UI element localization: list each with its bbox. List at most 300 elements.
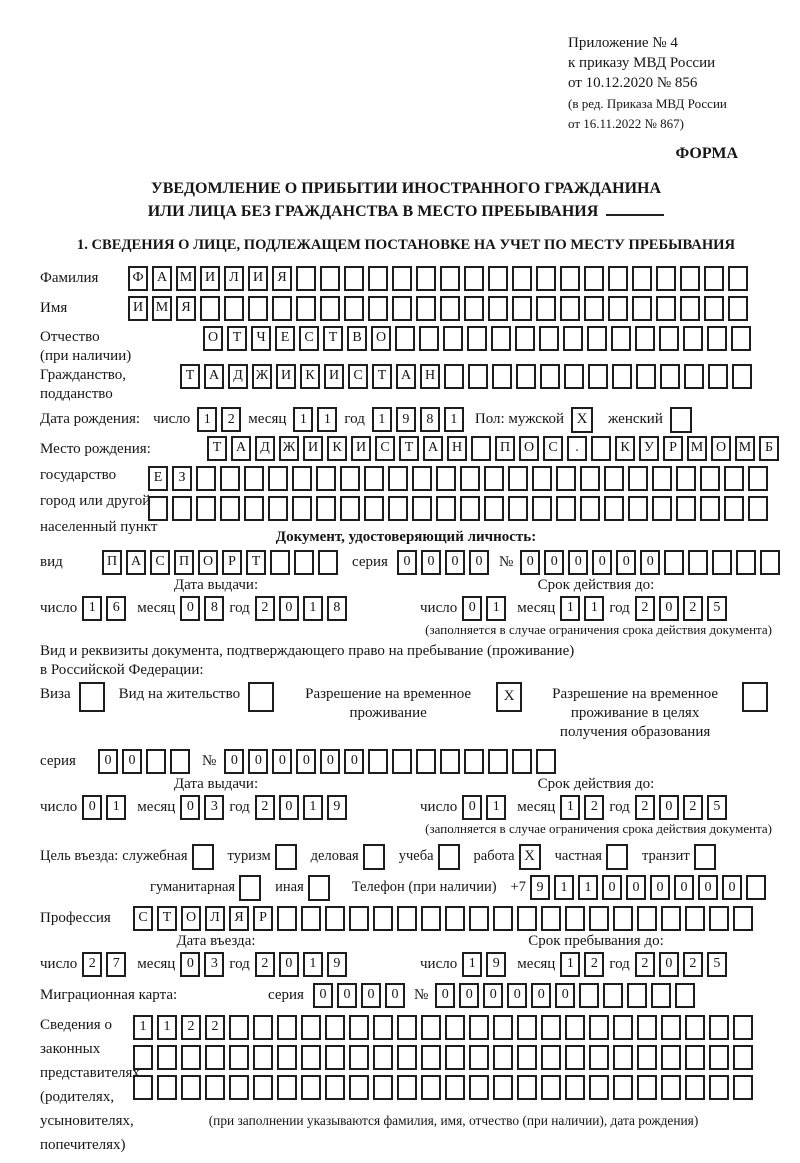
char-box[interactable]: М xyxy=(176,266,196,291)
char-box[interactable]: 0 xyxy=(698,875,718,900)
char-box[interactable] xyxy=(467,326,487,351)
char-box[interactable]: 0 xyxy=(659,952,679,977)
char-box[interactable] xyxy=(445,1075,465,1100)
char-box[interactable] xyxy=(591,436,611,461)
char-box[interactable]: И xyxy=(324,364,344,389)
char-box[interactable]: 1 xyxy=(486,795,506,820)
char-box[interactable]: Р xyxy=(253,906,273,931)
char-box[interactable]: С xyxy=(150,550,170,575)
char-box[interactable]: 2 xyxy=(255,952,275,977)
char-box[interactable] xyxy=(244,496,264,521)
char-box[interactable]: 1 xyxy=(444,407,464,432)
char-box[interactable]: 8 xyxy=(420,407,440,432)
char-box[interactable] xyxy=(589,1075,609,1100)
char-box[interactable] xyxy=(637,1015,657,1040)
char-box[interactable]: 1 xyxy=(303,596,323,621)
char-box[interactable] xyxy=(748,496,768,521)
char-box[interactable] xyxy=(565,1015,585,1040)
char-box[interactable]: . xyxy=(567,436,587,461)
char-box[interactable]: Л xyxy=(224,266,244,291)
char-box[interactable]: 2 xyxy=(635,596,655,621)
char-box[interactable]: Т xyxy=(372,364,392,389)
char-box[interactable] xyxy=(556,466,576,491)
char-box[interactable] xyxy=(469,1015,489,1040)
char-box[interactable]: 0 xyxy=(626,875,646,900)
char-box[interactable] xyxy=(205,1075,225,1100)
char-box[interactable]: 0 xyxy=(555,983,575,1008)
char-box[interactable]: 0 xyxy=(397,550,417,575)
char-box[interactable] xyxy=(388,466,408,491)
char-box[interactable]: П xyxy=(102,550,122,575)
char-box[interactable] xyxy=(488,296,508,321)
char-box[interactable]: 0 xyxy=(313,983,333,1008)
char-box[interactable]: И xyxy=(351,436,371,461)
char-box[interactable] xyxy=(707,326,727,351)
char-box[interactable]: О xyxy=(203,326,223,351)
char-box[interactable] xyxy=(325,1015,345,1040)
char-box[interactable] xyxy=(364,496,384,521)
char-box[interactable]: З xyxy=(172,466,192,491)
char-box[interactable]: 1 xyxy=(560,952,580,977)
char-box[interactable] xyxy=(220,466,240,491)
char-box[interactable] xyxy=(584,266,604,291)
char-box[interactable] xyxy=(661,1075,681,1100)
char-box[interactable] xyxy=(709,906,729,931)
char-box[interactable]: 1 xyxy=(554,875,574,900)
char-box[interactable] xyxy=(316,466,336,491)
char-box[interactable]: И xyxy=(128,296,148,321)
char-box[interactable] xyxy=(748,466,768,491)
char-box[interactable] xyxy=(469,906,489,931)
char-box[interactable]: 0 xyxy=(82,795,102,820)
char-box[interactable] xyxy=(540,364,560,389)
char-box[interactable] xyxy=(675,983,695,1008)
char-box[interactable] xyxy=(416,266,436,291)
char-box[interactable] xyxy=(368,266,388,291)
char-box[interactable] xyxy=(541,1015,561,1040)
char-box[interactable]: 2 xyxy=(635,952,655,977)
char-box[interactable] xyxy=(416,749,436,774)
char-box[interactable] xyxy=(244,466,264,491)
char-box[interactable] xyxy=(604,466,624,491)
char-box[interactable] xyxy=(700,466,720,491)
char-box[interactable] xyxy=(580,466,600,491)
char-box[interactable] xyxy=(133,1045,153,1070)
char-box[interactable]: О xyxy=(711,436,731,461)
char-box[interactable]: 0 xyxy=(296,749,316,774)
char-box[interactable] xyxy=(532,496,552,521)
char-box[interactable] xyxy=(421,1045,441,1070)
char-box[interactable]: 9 xyxy=(327,795,347,820)
char-box[interactable] xyxy=(541,1075,561,1100)
char-box[interactable] xyxy=(253,1015,273,1040)
char-box[interactable]: 0 xyxy=(180,596,200,621)
char-box[interactable] xyxy=(680,296,700,321)
char-box[interactable] xyxy=(292,466,312,491)
char-box[interactable] xyxy=(512,749,532,774)
char-box[interactable]: 0 xyxy=(248,749,268,774)
char-box[interactable] xyxy=(440,749,460,774)
char-box[interactable]: 1 xyxy=(560,596,580,621)
char-box[interactable] xyxy=(325,906,345,931)
char-box[interactable]: 3 xyxy=(204,795,224,820)
char-box[interactable] xyxy=(392,749,412,774)
char-box[interactable] xyxy=(684,364,704,389)
char-box[interactable] xyxy=(704,296,724,321)
char-box[interactable]: 1 xyxy=(133,1015,153,1040)
char-box[interactable] xyxy=(680,266,700,291)
char-box[interactable] xyxy=(652,496,672,521)
char-box[interactable]: С xyxy=(543,436,563,461)
char-box[interactable] xyxy=(301,1015,321,1040)
char-box[interactable] xyxy=(440,296,460,321)
char-box[interactable] xyxy=(760,550,780,575)
char-box[interactable]: Ф xyxy=(128,266,148,291)
char-box[interactable]: 0 xyxy=(385,983,405,1008)
char-box[interactable]: 0 xyxy=(659,596,679,621)
char-box[interactable] xyxy=(536,266,556,291)
char-box[interactable] xyxy=(564,364,584,389)
char-box[interactable] xyxy=(172,496,192,521)
char-box[interactable]: Д xyxy=(255,436,275,461)
char-box[interactable] xyxy=(628,466,648,491)
char-box[interactable] xyxy=(392,266,412,291)
char-box[interactable] xyxy=(536,296,556,321)
char-box[interactable] xyxy=(589,1015,609,1040)
char-box[interactable] xyxy=(637,1045,657,1070)
char-box[interactable] xyxy=(613,1075,633,1100)
char-box[interactable]: 0 xyxy=(445,550,465,575)
char-box[interactable] xyxy=(170,749,190,774)
char-box[interactable] xyxy=(344,266,364,291)
char-box[interactable]: А xyxy=(423,436,443,461)
char-box[interactable] xyxy=(676,496,696,521)
char-box[interactable]: И xyxy=(276,364,296,389)
char-box[interactable] xyxy=(488,749,508,774)
char-box[interactable]: 0 xyxy=(98,749,118,774)
char-box[interactable]: А xyxy=(231,436,251,461)
char-box[interactable] xyxy=(294,550,314,575)
char-box[interactable]: И xyxy=(200,266,220,291)
char-box[interactable] xyxy=(613,906,633,931)
char-box[interactable] xyxy=(579,983,599,1008)
char-box[interactable]: Н xyxy=(420,364,440,389)
char-box[interactable] xyxy=(746,875,766,900)
char-box[interactable]: 1 xyxy=(293,407,313,432)
char-box[interactable] xyxy=(349,1075,369,1100)
char-box[interactable] xyxy=(515,326,535,351)
char-box[interactable]: Т xyxy=(399,436,419,461)
char-box[interactable]: 9 xyxy=(486,952,506,977)
char-box[interactable]: 1 xyxy=(560,795,580,820)
char-box[interactable]: 0 xyxy=(592,550,612,575)
purpose-work-checkbox[interactable]: X xyxy=(519,844,541,870)
char-box[interactable]: С xyxy=(375,436,395,461)
char-box[interactable]: Р xyxy=(222,550,242,575)
char-box[interactable] xyxy=(395,326,415,351)
purpose-tourism-checkbox[interactable] xyxy=(275,844,297,870)
char-box[interactable] xyxy=(301,1045,321,1070)
char-box[interactable]: 2 xyxy=(683,596,703,621)
char-box[interactable] xyxy=(392,296,412,321)
char-box[interactable]: 0 xyxy=(344,749,364,774)
char-box[interactable] xyxy=(368,749,388,774)
char-box[interactable] xyxy=(700,496,720,521)
char-box[interactable]: 0 xyxy=(507,983,527,1008)
char-box[interactable] xyxy=(736,550,756,575)
char-box[interactable] xyxy=(373,1075,393,1100)
char-box[interactable] xyxy=(364,466,384,491)
char-box[interactable] xyxy=(224,296,244,321)
char-box[interactable]: И xyxy=(248,266,268,291)
char-box[interactable] xyxy=(248,296,268,321)
char-box[interactable] xyxy=(272,296,292,321)
char-box[interactable]: 8 xyxy=(204,596,224,621)
purpose-transit-checkbox[interactable] xyxy=(694,844,716,870)
char-box[interactable] xyxy=(205,1045,225,1070)
char-box[interactable] xyxy=(373,1045,393,1070)
char-box[interactable] xyxy=(661,1045,681,1070)
char-box[interactable] xyxy=(460,466,480,491)
char-box[interactable]: 0 xyxy=(122,749,142,774)
char-box[interactable]: 1 xyxy=(157,1015,177,1040)
char-box[interactable]: А xyxy=(126,550,146,575)
char-box[interactable]: Ж xyxy=(279,436,299,461)
char-box[interactable] xyxy=(512,266,532,291)
char-box[interactable] xyxy=(469,1045,489,1070)
char-box[interactable] xyxy=(301,906,321,931)
char-box[interactable]: 0 xyxy=(650,875,670,900)
char-box[interactable]: Я xyxy=(229,906,249,931)
char-box[interactable]: 9 xyxy=(530,875,550,900)
char-box[interactable]: 0 xyxy=(337,983,357,1008)
char-box[interactable] xyxy=(268,496,288,521)
char-box[interactable]: 2 xyxy=(683,795,703,820)
char-box[interactable] xyxy=(493,1015,513,1040)
char-box[interactable] xyxy=(517,1075,537,1100)
char-box[interactable]: 1 xyxy=(317,407,337,432)
char-box[interactable] xyxy=(661,1015,681,1040)
char-box[interactable] xyxy=(560,296,580,321)
char-box[interactable]: О xyxy=(371,326,391,351)
char-box[interactable] xyxy=(320,296,340,321)
char-box[interactable] xyxy=(157,1075,177,1100)
temp-residence-education-checkbox[interactable] xyxy=(742,682,768,712)
char-box[interactable]: Л xyxy=(205,906,225,931)
char-box[interactable]: С xyxy=(299,326,319,351)
char-box[interactable]: 0 xyxy=(224,749,244,774)
char-box[interactable] xyxy=(421,1075,441,1100)
char-box[interactable] xyxy=(464,749,484,774)
char-box[interactable]: Н xyxy=(447,436,467,461)
char-box[interactable] xyxy=(493,1045,513,1070)
char-box[interactable]: 8 xyxy=(327,596,347,621)
char-box[interactable] xyxy=(532,466,552,491)
char-box[interactable] xyxy=(464,296,484,321)
char-box[interactable]: Е xyxy=(275,326,295,351)
purpose-private-checkbox[interactable] xyxy=(606,844,628,870)
char-box[interactable] xyxy=(709,1045,729,1070)
char-box[interactable] xyxy=(656,266,676,291)
char-box[interactable] xyxy=(659,326,679,351)
char-box[interactable]: П xyxy=(174,550,194,575)
char-box[interactable] xyxy=(340,466,360,491)
char-box[interactable] xyxy=(148,496,168,521)
char-box[interactable]: К xyxy=(300,364,320,389)
char-box[interactable] xyxy=(709,1015,729,1040)
char-box[interactable]: Т xyxy=(227,326,247,351)
char-box[interactable]: О xyxy=(198,550,218,575)
char-box[interactable] xyxy=(539,326,559,351)
char-box[interactable] xyxy=(270,550,290,575)
char-box[interactable] xyxy=(664,550,684,575)
char-box[interactable]: С xyxy=(348,364,368,389)
char-box[interactable] xyxy=(445,906,465,931)
char-box[interactable]: Д xyxy=(228,364,248,389)
char-box[interactable] xyxy=(484,466,504,491)
char-box[interactable] xyxy=(508,496,528,521)
char-box[interactable]: 0 xyxy=(544,550,564,575)
char-box[interactable] xyxy=(277,1045,297,1070)
char-box[interactable]: 1 xyxy=(197,407,217,432)
char-box[interactable] xyxy=(627,983,647,1008)
char-box[interactable] xyxy=(318,550,338,575)
char-box[interactable] xyxy=(464,266,484,291)
char-box[interactable] xyxy=(685,1045,705,1070)
char-box[interactable]: М xyxy=(152,296,172,321)
char-box[interactable] xyxy=(229,1075,249,1100)
purpose-business-checkbox[interactable] xyxy=(363,844,385,870)
char-box[interactable]: К xyxy=(327,436,347,461)
char-box[interactable]: 0 xyxy=(435,983,455,1008)
char-box[interactable] xyxy=(656,296,676,321)
char-box[interactable] xyxy=(492,364,512,389)
char-box[interactable]: Е xyxy=(148,466,168,491)
char-box[interactable]: 1 xyxy=(106,795,126,820)
char-box[interactable] xyxy=(373,1015,393,1040)
char-box[interactable] xyxy=(146,749,166,774)
char-box[interactable] xyxy=(613,1045,633,1070)
char-box[interactable] xyxy=(296,296,316,321)
char-box[interactable] xyxy=(493,1075,513,1100)
char-box[interactable]: Т xyxy=(246,550,266,575)
char-box[interactable] xyxy=(724,496,744,521)
char-box[interactable] xyxy=(277,1015,297,1040)
char-box[interactable]: О xyxy=(519,436,539,461)
char-box[interactable]: 9 xyxy=(396,407,416,432)
char-box[interactable] xyxy=(603,983,623,1008)
char-box[interactable] xyxy=(517,1045,537,1070)
char-box[interactable] xyxy=(733,1075,753,1100)
char-box[interactable]: 2 xyxy=(221,407,241,432)
char-box[interactable] xyxy=(517,1015,537,1040)
char-box[interactable] xyxy=(397,1045,417,1070)
char-box[interactable] xyxy=(460,496,480,521)
char-box[interactable]: 0 xyxy=(483,983,503,1008)
char-box[interactable] xyxy=(541,1045,561,1070)
purpose-other-checkbox[interactable] xyxy=(308,875,330,901)
char-box[interactable]: 2 xyxy=(181,1015,201,1040)
char-box[interactable] xyxy=(484,496,504,521)
temp-residence-checkbox[interactable]: X xyxy=(496,682,522,712)
purpose-humanitarian-checkbox[interactable] xyxy=(239,875,261,901)
char-box[interactable] xyxy=(416,296,436,321)
char-box[interactable]: 1 xyxy=(82,596,102,621)
char-box[interactable] xyxy=(349,1015,369,1040)
char-box[interactable] xyxy=(488,266,508,291)
char-box[interactable] xyxy=(611,326,631,351)
char-box[interactable] xyxy=(733,1045,753,1070)
char-box[interactable]: 1 xyxy=(303,952,323,977)
char-box[interactable]: 0 xyxy=(674,875,694,900)
char-box[interactable]: Ч xyxy=(251,326,271,351)
char-box[interactable] xyxy=(637,1075,657,1100)
char-box[interactable] xyxy=(277,1075,297,1100)
char-box[interactable]: Я xyxy=(272,266,292,291)
char-box[interactable] xyxy=(229,1015,249,1040)
char-box[interactable]: 7 xyxy=(106,952,126,977)
char-box[interactable] xyxy=(268,466,288,491)
char-box[interactable] xyxy=(301,1075,321,1100)
char-box[interactable]: 1 xyxy=(584,596,604,621)
char-box[interactable] xyxy=(508,466,528,491)
char-box[interactable]: 0 xyxy=(279,596,299,621)
char-box[interactable]: 1 xyxy=(303,795,323,820)
char-box[interactable] xyxy=(419,326,439,351)
char-box[interactable] xyxy=(388,496,408,521)
char-box[interactable] xyxy=(685,906,705,931)
char-box[interactable] xyxy=(493,906,513,931)
char-box[interactable] xyxy=(660,364,680,389)
char-box[interactable] xyxy=(253,1045,273,1070)
char-box[interactable] xyxy=(728,266,748,291)
char-box[interactable]: 2 xyxy=(683,952,703,977)
char-box[interactable] xyxy=(584,296,604,321)
char-box[interactable] xyxy=(296,266,316,291)
char-box[interactable] xyxy=(471,436,491,461)
char-box[interactable] xyxy=(517,906,537,931)
char-box[interactable] xyxy=(632,296,652,321)
char-box[interactable]: 0 xyxy=(520,550,540,575)
char-box[interactable] xyxy=(421,906,441,931)
residence-permit-checkbox[interactable] xyxy=(248,682,274,712)
char-box[interactable]: У xyxy=(639,436,659,461)
sex-female-checkbox[interactable] xyxy=(670,407,692,433)
char-box[interactable] xyxy=(731,326,751,351)
char-box[interactable] xyxy=(349,1045,369,1070)
char-box[interactable] xyxy=(536,749,556,774)
char-box[interactable] xyxy=(440,266,460,291)
char-box[interactable] xyxy=(181,1075,201,1100)
char-box[interactable]: 0 xyxy=(459,983,479,1008)
char-box[interactable] xyxy=(436,496,456,521)
char-box[interactable] xyxy=(444,364,464,389)
char-box[interactable]: О xyxy=(181,906,201,931)
char-box[interactable]: 3 xyxy=(204,952,224,977)
char-box[interactable] xyxy=(368,296,388,321)
char-box[interactable] xyxy=(421,1015,441,1040)
char-box[interactable] xyxy=(349,906,369,931)
char-box[interactable]: 2 xyxy=(205,1015,225,1040)
char-box[interactable]: М xyxy=(735,436,755,461)
char-box[interactable] xyxy=(412,496,432,521)
char-box[interactable] xyxy=(196,466,216,491)
char-box[interactable] xyxy=(469,1075,489,1100)
char-box[interactable]: Я xyxy=(176,296,196,321)
char-box[interactable] xyxy=(412,466,432,491)
char-box[interactable]: 0 xyxy=(469,550,489,575)
char-box[interactable]: 0 xyxy=(279,952,299,977)
